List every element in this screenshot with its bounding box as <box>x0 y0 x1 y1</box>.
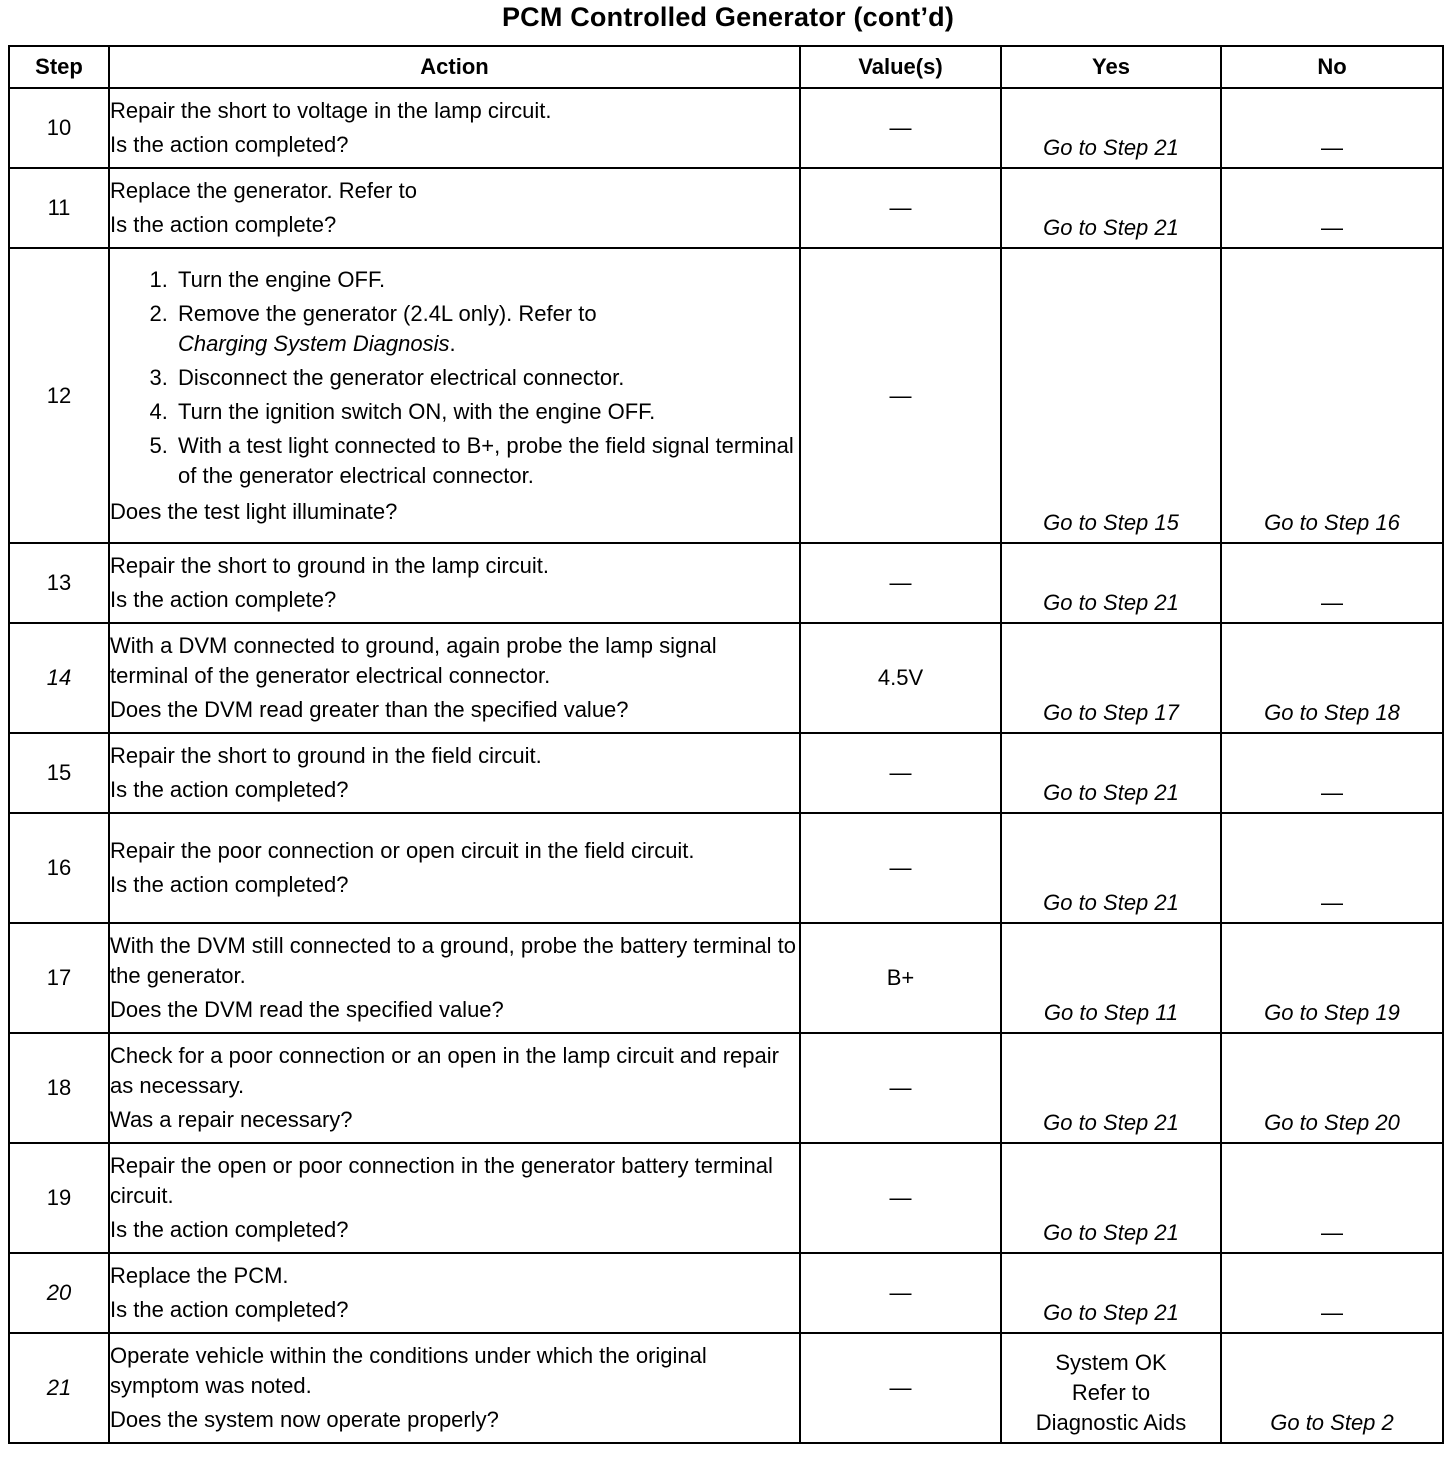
action-question: Is the action completed? <box>110 777 349 802</box>
no-cell <box>1221 88 1443 168</box>
action-steps-list <box>110 265 799 491</box>
action-text: Repair the short to voltage in the lamp circuit. <box>110 98 552 123</box>
no-text: — <box>1321 890 1343 915</box>
no-text: — <box>1321 780 1343 805</box>
header-step: Step <box>9 46 109 88</box>
action-cell <box>109 543 800 623</box>
action-step-item <box>174 299 799 359</box>
step-number: 20 <box>9 1253 109 1333</box>
yes-text: Diagnostic Aids <box>1035 1410 1187 1435</box>
action-text: Check for a poor connection or an open in the lamp circuit and repair as necessary. <box>110 1043 779 1098</box>
yes-cell <box>1001 623 1221 733</box>
step-number: 13 <box>9 543 109 623</box>
action-cell <box>109 248 800 543</box>
no-cell <box>1221 1333 1443 1443</box>
step-number: 18 <box>9 1033 109 1143</box>
header-values: Value(s) <box>800 46 1001 88</box>
action-step-item <box>174 363 799 393</box>
no-cell <box>1221 248 1443 543</box>
action-text: With a DVM connected to ground, again probe the lamp signal terminal of the generator electrical connector. <box>110 633 717 688</box>
yes-text: Go to Step 21 <box>1043 890 1179 915</box>
no-text: — <box>1321 1220 1343 1245</box>
table-row <box>9 1033 1443 1143</box>
action-question: Is the action complete? <box>110 587 337 612</box>
yes-text: Go to Step 21 <box>1043 1110 1179 1135</box>
action-step-text: Remove the generator (2.4L only). Refer to <box>178 300 597 326</box>
step-number: 11 <box>9 168 109 248</box>
step-number: 12 <box>9 248 109 543</box>
action-question: Is the action completed? <box>110 1297 349 1322</box>
yes-cell <box>1001 733 1221 813</box>
value-cell: — <box>800 1033 1001 1143</box>
yes-text: Go to Step 11 <box>1043 1000 1179 1025</box>
no-text: — <box>1321 215 1343 240</box>
action-text: Repair the short to ground in the field circuit. <box>110 743 542 768</box>
action-step-text: Turn the ignition switch ON, with the engine OFF. <box>178 398 656 424</box>
value-cell: — <box>800 248 1001 543</box>
value-cell: — <box>800 1333 1001 1443</box>
table-row <box>9 168 1443 248</box>
action-text: Repair the open or poor connection in the generator battery terminal circuit. <box>110 1153 773 1208</box>
value-cell: 4.5V <box>800 623 1001 733</box>
action-question: Is the action completed? <box>110 872 349 897</box>
value-cell: — <box>800 1143 1001 1253</box>
table-row <box>9 813 1443 923</box>
header-no: No <box>1221 46 1443 88</box>
no-cell <box>1221 813 1443 923</box>
step-number: 10 <box>9 88 109 168</box>
action-text: Replace the PCM. <box>110 1263 289 1288</box>
yes-text: Go to Step 21 <box>1043 780 1179 805</box>
no-cell <box>1221 623 1443 733</box>
step-number: 14 <box>9 623 109 733</box>
header-row <box>9 46 1443 88</box>
header-yes: Yes <box>1001 46 1221 88</box>
table-row <box>9 733 1443 813</box>
no-text: Go to Step 2 <box>1270 1410 1394 1435</box>
no-text: Go to Step 16 <box>1264 510 1400 535</box>
value-cell: B+ <box>800 923 1001 1033</box>
yes-cell <box>1001 1333 1221 1443</box>
yes-text: Go to Step 21 <box>1043 1300 1179 1325</box>
action-step-item <box>174 431 799 491</box>
no-cell <box>1221 168 1443 248</box>
value-cell: — <box>800 168 1001 248</box>
header-action: Action <box>109 46 800 88</box>
action-question: Does the test light illuminate? <box>110 498 398 524</box>
yes-text: Go to Step 21 <box>1043 135 1179 160</box>
action-cell <box>109 168 800 248</box>
step-number: 19 <box>9 1143 109 1253</box>
yes-text: Go to Step 17 <box>1043 700 1179 725</box>
yes-cell <box>1001 543 1221 623</box>
action-step-item <box>174 397 799 427</box>
action-text: With the DVM still connected to a ground, probe the battery terminal to the generator. <box>110 933 797 988</box>
action-question: Does the DVM read the specified value? <box>110 997 504 1022</box>
action-text: Replace the generator. Refer to <box>110 178 417 203</box>
step-number: 21 <box>9 1333 109 1443</box>
action-cell <box>109 923 800 1033</box>
yes-cell <box>1001 813 1221 923</box>
yes-cell <box>1001 923 1221 1033</box>
action-cell <box>109 1143 800 1253</box>
yes-text: Go to Step 21 <box>1043 590 1179 615</box>
yes-text: Go to Step 15 <box>1043 510 1179 535</box>
action-text: Repair the poor connection or open circuit in the field circuit. <box>110 838 695 863</box>
action-question: Was a repair necessary? <box>110 1107 353 1132</box>
table-row <box>9 248 1443 543</box>
reference-link: Charging System Diagnosis <box>178 330 450 356</box>
no-cell <box>1221 1143 1443 1253</box>
no-text: — <box>1321 590 1343 615</box>
step-number: 17 <box>9 923 109 1033</box>
table-row <box>9 1333 1443 1443</box>
action-cell <box>109 733 800 813</box>
yes-text: Go to Step 21 <box>1043 215 1179 240</box>
action-step-text: With a test light connected to B+, probe the field signal terminal of the generator electrical connector. <box>178 432 794 488</box>
action-question: Is the action complete? <box>110 212 337 237</box>
action-step-item <box>174 265 799 295</box>
yes-text: System OK <box>1055 1350 1167 1375</box>
table-row <box>9 543 1443 623</box>
value-cell: — <box>800 1253 1001 1333</box>
yes-text: Refer to <box>1071 1380 1151 1405</box>
value-cell: — <box>800 88 1001 168</box>
no-cell <box>1221 1033 1443 1143</box>
table-row <box>9 1143 1443 1253</box>
action-cell <box>109 88 800 168</box>
table-row <box>9 88 1443 168</box>
no-text: Go to Step 19 <box>1264 1000 1400 1025</box>
reference-tail: . <box>449 330 456 356</box>
action-question: Does the system now operate properly? <box>110 1407 499 1432</box>
page-title: PCM Controlled Generator (cont’d) <box>501 2 955 32</box>
action-text: Operate vehicle within the conditions under which the original symptom was noted. <box>110 1343 707 1398</box>
yes-cell <box>1001 168 1221 248</box>
yes-cell <box>1001 1143 1221 1253</box>
yes-text: Go to Step 21 <box>1043 1220 1179 1245</box>
action-step-text: Turn the engine OFF. <box>178 266 386 292</box>
no-text: Go to Step 20 <box>1264 1110 1400 1135</box>
no-cell <box>1221 543 1443 623</box>
action-step-text: Disconnect the generator electrical connector. <box>178 364 625 390</box>
step-number: 16 <box>9 813 109 923</box>
yes-cell <box>1001 1033 1221 1143</box>
action-cell <box>109 1333 800 1443</box>
table-row <box>9 623 1443 733</box>
diagnostic-table <box>8 45 1444 1444</box>
value-cell: — <box>800 813 1001 923</box>
step-number: 15 <box>9 733 109 813</box>
yes-cell <box>1001 248 1221 543</box>
value-cell: — <box>800 733 1001 813</box>
yes-cell <box>1001 88 1221 168</box>
no-text: Go to Step 18 <box>1264 700 1400 725</box>
no-cell <box>1221 923 1443 1033</box>
action-cell <box>109 623 800 733</box>
table-row <box>9 1253 1443 1333</box>
no-text: — <box>1321 135 1343 160</box>
no-cell <box>1221 733 1443 813</box>
no-cell <box>1221 1253 1443 1333</box>
action-cell <box>109 1033 800 1143</box>
value-cell: — <box>800 543 1001 623</box>
action-text: Repair the short to ground in the lamp circuit. <box>110 553 550 578</box>
no-text: — <box>1321 1300 1343 1325</box>
action-question: Is the action completed? <box>110 1217 349 1242</box>
yes-cell <box>1001 1253 1221 1333</box>
action-cell <box>109 813 800 923</box>
table-row <box>9 923 1443 1033</box>
action-cell <box>109 1253 800 1333</box>
action-question: Does the DVM read greater than the specified value? <box>110 697 629 722</box>
action-question: Is the action completed? <box>110 132 349 157</box>
